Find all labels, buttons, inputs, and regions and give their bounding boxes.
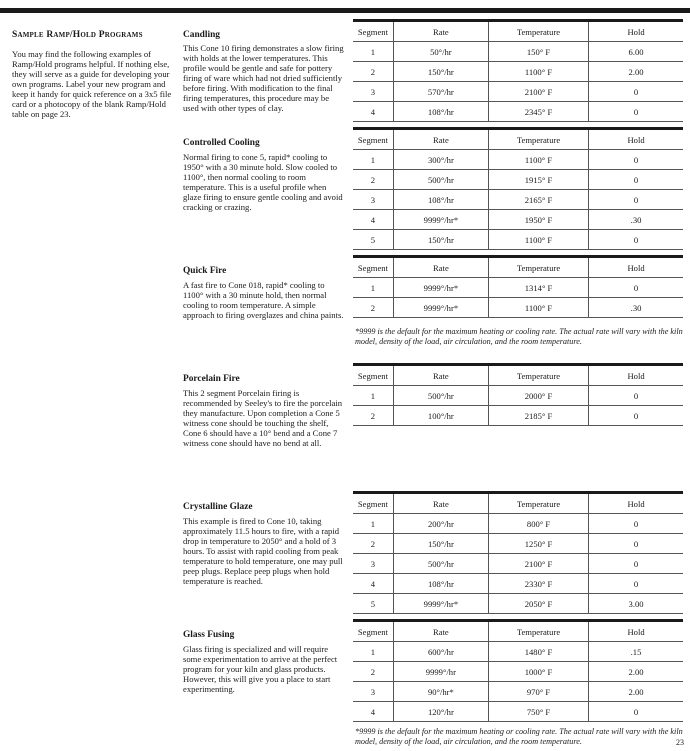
table-header-row — [353, 365, 683, 386]
rate-cell: 108°/hr — [393, 102, 488, 122]
rate-cell: 9999°/hr* — [393, 594, 488, 614]
table-row — [353, 82, 683, 102]
table-row — [353, 682, 683, 702]
column-header-temperature: Temperature — [488, 257, 588, 278]
hold-cell: 0 — [589, 102, 683, 122]
rate-cell: 150°/hr — [393, 230, 488, 250]
candling-text: This Cone 10 firing demonstrates a slow firing with holds at the lower temperatures. This profile would be gentle and safe for pottery firing of ware which had not dried sufficiently before firing. With modification to the final firing temperatures, this procedure may be used with other types of clay. — [183, 43, 344, 113]
hold-cell: 2.00 — [589, 662, 683, 682]
column-header-segment: Segment — [353, 21, 393, 42]
temperature-cell: 970° F — [488, 682, 588, 702]
column-header-rate: Rate — [393, 493, 488, 514]
top-rule — [0, 8, 690, 13]
rate-cell: 9999°/hr* — [393, 298, 488, 318]
table-row — [353, 278, 683, 298]
table-row — [353, 386, 683, 406]
column-header-segment: Segment — [353, 129, 393, 150]
hold-cell: 0 — [589, 702, 683, 722]
page-number: 23 — [676, 738, 684, 747]
segment-cell: 2 — [353, 298, 393, 318]
column-header-segment: Segment — [353, 493, 393, 514]
hold-cell: 0 — [589, 386, 683, 406]
segment-cell: 2 — [353, 62, 393, 82]
hold-cell: 0 — [589, 534, 683, 554]
temperature-cell: 1100° F — [488, 230, 588, 250]
segment-cell: 1 — [353, 386, 393, 406]
table-row — [353, 42, 683, 62]
table-header-row — [353, 257, 683, 278]
segment-cell: 1 — [353, 278, 393, 298]
hold-cell: .30 — [589, 298, 683, 318]
rate-cell: 9999°/hr* — [393, 210, 488, 230]
temperature-cell: 2050° F — [488, 594, 588, 614]
segment-cell: 2 — [353, 534, 393, 554]
column-header-temperature: Temperature — [488, 621, 588, 642]
temperature-cell: 1950° F — [488, 210, 588, 230]
temperature-cell: 2100° F — [488, 554, 588, 574]
glass-fusing-title: Glass Fusing — [183, 630, 235, 640]
temperature-cell: 2100° F — [488, 82, 588, 102]
table-header-row — [353, 21, 683, 42]
hold-cell: 2.00 — [589, 682, 683, 702]
footnote-glass-fusing: *9999 is the default for the maximum heating or cooling rate. The actual rate will vary with the kiln model, density of the load, air circulation, and the room temperature. — [355, 727, 683, 746]
segment-cell: 3 — [353, 190, 393, 210]
glass-fusing-text: Glass firing is specialized and will require some experimentation to arrive at the perfect program for your kiln and glass products. However, this will give you a place to start experimenting. — [183, 644, 338, 694]
controlled-cooling-title: Controlled Cooling — [183, 138, 260, 148]
table-row — [353, 210, 683, 230]
segment-cell: 1 — [353, 514, 393, 534]
temperature-cell: 2330° F — [488, 574, 588, 594]
candling-table — [353, 19, 683, 122]
porcelain-fire-title: Porcelain Fire — [183, 374, 240, 384]
temperature-cell: 1314° F — [488, 278, 588, 298]
hold-cell: 0 — [589, 514, 683, 534]
table-row — [353, 534, 683, 554]
temperature-cell: 2000° F — [488, 386, 588, 406]
column-header-rate: Rate — [393, 21, 488, 42]
hold-cell: 3.00 — [589, 594, 683, 614]
column-header-rate: Rate — [393, 365, 488, 386]
rate-cell: 120°/hr — [393, 702, 488, 722]
column-header-segment: Segment — [353, 621, 393, 642]
porcelain-fire-table — [353, 363, 683, 426]
temperature-cell: 2345° F — [488, 102, 588, 122]
segment-cell: 3 — [353, 682, 393, 702]
rate-cell: 100°/hr — [393, 406, 488, 426]
table-row — [353, 574, 683, 594]
rate-cell: 500°/hr — [393, 170, 488, 190]
segment-cell: 3 — [353, 82, 393, 102]
column-header-hold: Hold — [589, 621, 683, 642]
temperature-cell: 750° F — [488, 702, 588, 722]
column-header-temperature: Temperature — [488, 365, 588, 386]
rate-cell: 570°/hr — [393, 82, 488, 102]
column-header-hold: Hold — [589, 257, 683, 278]
segment-cell: 2 — [353, 406, 393, 426]
hold-cell: 0 — [589, 170, 683, 190]
rate-cell: 600°/hr — [393, 642, 488, 662]
segment-cell: 5 — [353, 230, 393, 250]
rate-cell: 9999°/hr* — [393, 278, 488, 298]
temperature-cell: 800° F — [488, 514, 588, 534]
table-row — [353, 406, 683, 426]
rate-cell: 200°/hr — [393, 514, 488, 534]
temperature-cell: 1100° F — [488, 62, 588, 82]
controlled-cooling-table — [353, 127, 683, 250]
hold-cell: 0 — [589, 82, 683, 102]
rate-cell: 9999°/hr — [393, 662, 488, 682]
segment-cell: 4 — [353, 574, 393, 594]
temperature-cell: 1100° F — [488, 150, 588, 170]
hold-cell: 0 — [589, 278, 683, 298]
column-header-rate: Rate — [393, 129, 488, 150]
rate-cell: 500°/hr — [393, 554, 488, 574]
temperature-cell: 2165° F — [488, 190, 588, 210]
rate-cell: 90°/hr* — [393, 682, 488, 702]
segment-cell: 3 — [353, 554, 393, 574]
porcelain-fire-text: This 2 segment Porcelain firing is recommended by Seeley's to fire the porcelain they manufacture. Upon completion a Cone 5 witness cone should be touching the shelf, Cone 6 should have a 10° bend and a Cone 7 witness cone should have no bend at all. — [183, 388, 343, 448]
controlled-cooling-text: Normal firing to cone 5, rapid* cooling to 1950° with a 30 minute hold. Slow cooled to 1100°, then normal cooling to room temperature. This is a useful profile when glaze firing to ensure gentle cooling and avoid cracking or crazing. — [183, 152, 343, 212]
candling-title: Candling — [183, 30, 220, 40]
table-row — [353, 170, 683, 190]
quick-fire-title: Quick Fire — [183, 266, 227, 276]
table-header-row — [353, 493, 683, 514]
column-header-hold: Hold — [589, 365, 683, 386]
table-row — [353, 150, 683, 170]
rate-cell: 150°/hr — [393, 62, 488, 82]
hold-cell: .15 — [589, 642, 683, 662]
table-row — [353, 662, 683, 682]
rate-cell: 108°/hr — [393, 574, 488, 594]
crystalline-glaze-title: Crystalline Glaze — [183, 502, 253, 512]
temperature-cell: 1250° F — [488, 534, 588, 554]
temperature-cell: 2185° F — [488, 406, 588, 426]
segment-cell: 2 — [353, 662, 393, 682]
temperature-cell: 1100° F — [488, 298, 588, 318]
segment-cell: 4 — [353, 102, 393, 122]
temperature-cell: 1000° F — [488, 662, 588, 682]
segment-cell: 4 — [353, 210, 393, 230]
crystalline-glaze-table — [353, 491, 683, 614]
table-header-row — [353, 621, 683, 642]
table-row — [353, 554, 683, 574]
hold-cell: .30 — [589, 210, 683, 230]
column-header-rate: Rate — [393, 621, 488, 642]
intro-paragraph: You may find the following examples of Ramp/Hold programs helpful. If nothing else, they will serve as a guide for developing your own programs. Label your new program and keep it handy for quick reference on a 3x5 file card or a photocopy of the blank Ramp/Hold table on page 23. — [12, 49, 172, 119]
table-row — [353, 102, 683, 122]
hold-cell: 0 — [589, 190, 683, 210]
temperature-cell: 150° F — [488, 42, 588, 62]
table-row — [353, 62, 683, 82]
crystalline-glaze-text: This example is fired to Cone 10, taking approximately 11.5 hours to fire, with a rapid drop in temperature to 2050° and a hold of 3 hours. To assist with rapid cooling from peak temperature to hold temperature, one may pull peep plugs. Replace peep plugs when hold temperature is reached. — [183, 516, 343, 586]
rate-cell: 50°/hr — [393, 42, 488, 62]
table-row — [353, 190, 683, 210]
glass-fusing-table — [353, 619, 683, 722]
segment-cell: 2 — [353, 170, 393, 190]
column-header-hold: Hold — [589, 21, 683, 42]
table-row — [353, 230, 683, 250]
table-row — [353, 642, 683, 662]
segment-cell: 1 — [353, 642, 393, 662]
hold-cell: 0 — [589, 230, 683, 250]
column-header-segment: Segment — [353, 257, 393, 278]
segment-cell: 1 — [353, 150, 393, 170]
rate-cell: 150°/hr — [393, 534, 488, 554]
segment-cell: 5 — [353, 594, 393, 614]
hold-cell: 2.00 — [589, 62, 683, 82]
column-header-temperature: Temperature — [488, 21, 588, 42]
rate-cell: 108°/hr — [393, 190, 488, 210]
column-header-temperature: Temperature — [488, 129, 588, 150]
page-title: Sample Ramp/Hold Programs — [12, 30, 143, 40]
table-row — [353, 514, 683, 534]
segment-cell: 4 — [353, 702, 393, 722]
hold-cell: 0 — [589, 574, 683, 594]
column-header-segment: Segment — [353, 365, 393, 386]
temperature-cell: 1480° F — [488, 642, 588, 662]
column-header-hold: Hold — [589, 129, 683, 150]
hold-cell: 0 — [589, 554, 683, 574]
table-row — [353, 594, 683, 614]
table-row — [353, 702, 683, 722]
quick-fire-table — [353, 255, 683, 318]
column-header-rate: Rate — [393, 257, 488, 278]
table-header-row — [353, 129, 683, 150]
rate-cell: 500°/hr — [393, 386, 488, 406]
table-row — [353, 298, 683, 318]
segment-cell: 1 — [353, 42, 393, 62]
hold-cell: 6.00 — [589, 42, 683, 62]
column-header-temperature: Temperature — [488, 493, 588, 514]
footnote-quick-fire: *9999 is the default for the maximum heating or cooling rate. The actual rate will vary with the kiln model, density of the load, air circulation, and the room temperature. — [355, 327, 683, 346]
rate-cell: 300°/hr — [393, 150, 488, 170]
quick-fire-text: A fast fire to Cone 018, rapid* cooling to 1100° with a 30 minute hold, then normal cooling to room temperature. A simple approach to firing overglazes and china paints. — [183, 280, 344, 320]
temperature-cell: 1915° F — [488, 170, 588, 190]
column-header-hold: Hold — [589, 493, 683, 514]
hold-cell: 0 — [589, 406, 683, 426]
hold-cell: 0 — [589, 150, 683, 170]
